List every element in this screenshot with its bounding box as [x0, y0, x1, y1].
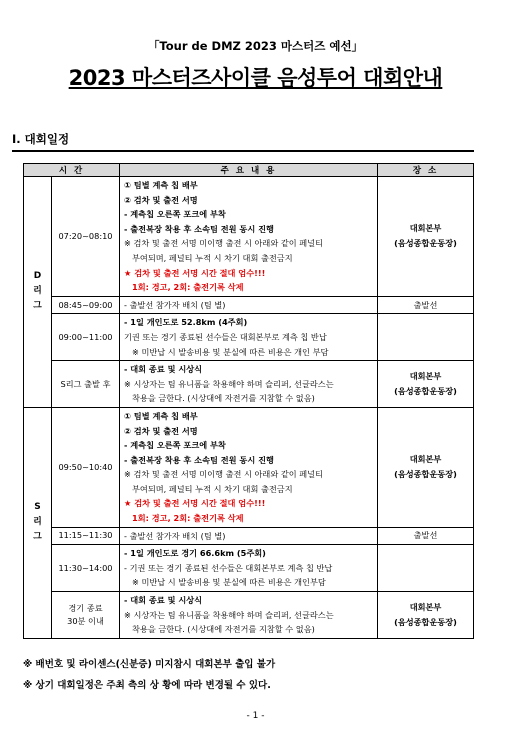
note-item: ※ 상기 대회일정은 주최 측의 상 황에 따라 변경될 수 있다.	[23, 680, 271, 691]
place-cell: 출발선	[378, 527, 474, 545]
time-cell: 11:15~11:30	[52, 527, 120, 545]
time-cell: 09:00~11:00	[52, 314, 120, 361]
place-cell: 대회본부 (음성종합운동장)	[378, 407, 474, 527]
table-row	[24, 592, 474, 639]
league-label-d: D 리 그	[24, 177, 52, 408]
header-place: 장 소	[378, 164, 474, 177]
content-cell: - 1일 개인도로 경기 66.6km (5주회) - 기권 또는 경기 종료된 선수들은 대회본부로 계측 칩 반납 ※ 미반납 시 발송비용 및 분실에 따른 비용은 개인부담	[120, 545, 378, 592]
table-row	[24, 545, 474, 592]
content-cell: - 대회 종료 및 시상식 ※ 시상자는 팀 유니폼을 착용해야 하며 슬리퍼, 선글라스는 착용을 금한다. (시상대에 자전거를 지참할 수 없음)	[120, 361, 378, 408]
table-row	[24, 361, 474, 408]
header-time: 시 간	[24, 164, 120, 177]
time-cell: 07:20~08:10	[52, 177, 120, 297]
table-row	[24, 296, 474, 314]
document-subtitle: 「Tour de DMZ 2023 마스터즈 예선」	[147, 39, 364, 53]
content-cell: - 출발선 참가자 배치 (팀 별)	[120, 527, 378, 545]
table-row	[24, 314, 474, 361]
place-cell	[378, 545, 474, 592]
time-cell: 08:45~09:00	[52, 296, 120, 314]
notes	[23, 654, 275, 696]
time-cell: 경기 종료 30분 이내	[52, 592, 120, 639]
time-cell: 09:50~10:40	[52, 407, 120, 527]
place-cell: 출발선	[378, 296, 474, 314]
content-cell: - 출발선 참가자 배치 (팀 별)	[120, 296, 378, 314]
place-cell	[378, 314, 474, 361]
table-row	[24, 527, 474, 545]
league-label-s: S 리 그	[24, 407, 52, 638]
note-item: ※ 배번호 및 라이센스(신분증) 미지참시 대회본부 출입 불가	[23, 659, 276, 670]
content-cell: ① 팀별 계측 칩 배부 ② 검차 및 출전 서명 - 계측칩 오른쪽 포크에 부착 - 출전복장 착용 후 소속팀 전원 동시 진행 ※ 검차 및 출전 서명 미이행 출전 시 아래와 같이 페널티 부여되며, 페널티 누적 시 차기 대회 출전금지 ★ 검차 및 출전 서명 시간 절대 엄수!!! 1회: 경고, 2회: 출전기록 삭제	[120, 407, 378, 527]
place-cell: 대회본부 (음성종합운동장)	[378, 361, 474, 408]
schedule-table	[23, 163, 474, 639]
content-cell: - 대회 종료 및 시상식 ※ 시상자는 팀 유니폼을 착용해야 하며 슬리퍼, 선글라스는 착용을 금한다. (시상대에 자전거를 지참할 수 없음)	[120, 592, 378, 639]
document-title: 2023 마스터즈사이클 음성투어 대회안내	[68, 66, 443, 90]
table-header-row	[24, 164, 474, 177]
content-cell: - 1일 개인도로 52.8km (4주회) 기권 또는 경기 종료된 선수들은 대회본부로 계측 칩 반납 ※ 미반납 시 발송비용 및 분실에 따른 비용은 개인 부담	[120, 314, 378, 361]
page-number: - 1 -	[246, 711, 265, 721]
time-cell: 11:30~14:00	[52, 545, 120, 592]
table-row	[24, 407, 474, 527]
section-divider	[12, 150, 474, 152]
time-cell: S리그 출발 후	[52, 361, 120, 408]
place-cell: 대회본부 (음성종합운동장)	[378, 177, 474, 297]
place-cell: 대회본부 (음성종합운동장)	[378, 592, 474, 639]
content-cell: ① 팀별 계측 칩 배부 ② 검차 및 출전 서명 - 계측칩 오른쪽 포크에 부착 - 출전복장 착용 후 소속팀 전원 동시 진행 ※ 검차 및 출전 서명 미이행 출전 시 아래와 같이 페널티 부여되며, 페널티 누적 시 차기 대회 출전금지 ★ 검차 및 출전 서명 시간 절대 엄수!!! 1회: 경고, 2회: 출전기록 삭제	[120, 177, 378, 297]
section-heading: I. 대회일정	[12, 132, 70, 146]
header-content: 주 요 내 용	[120, 164, 378, 177]
table-row	[24, 177, 474, 297]
